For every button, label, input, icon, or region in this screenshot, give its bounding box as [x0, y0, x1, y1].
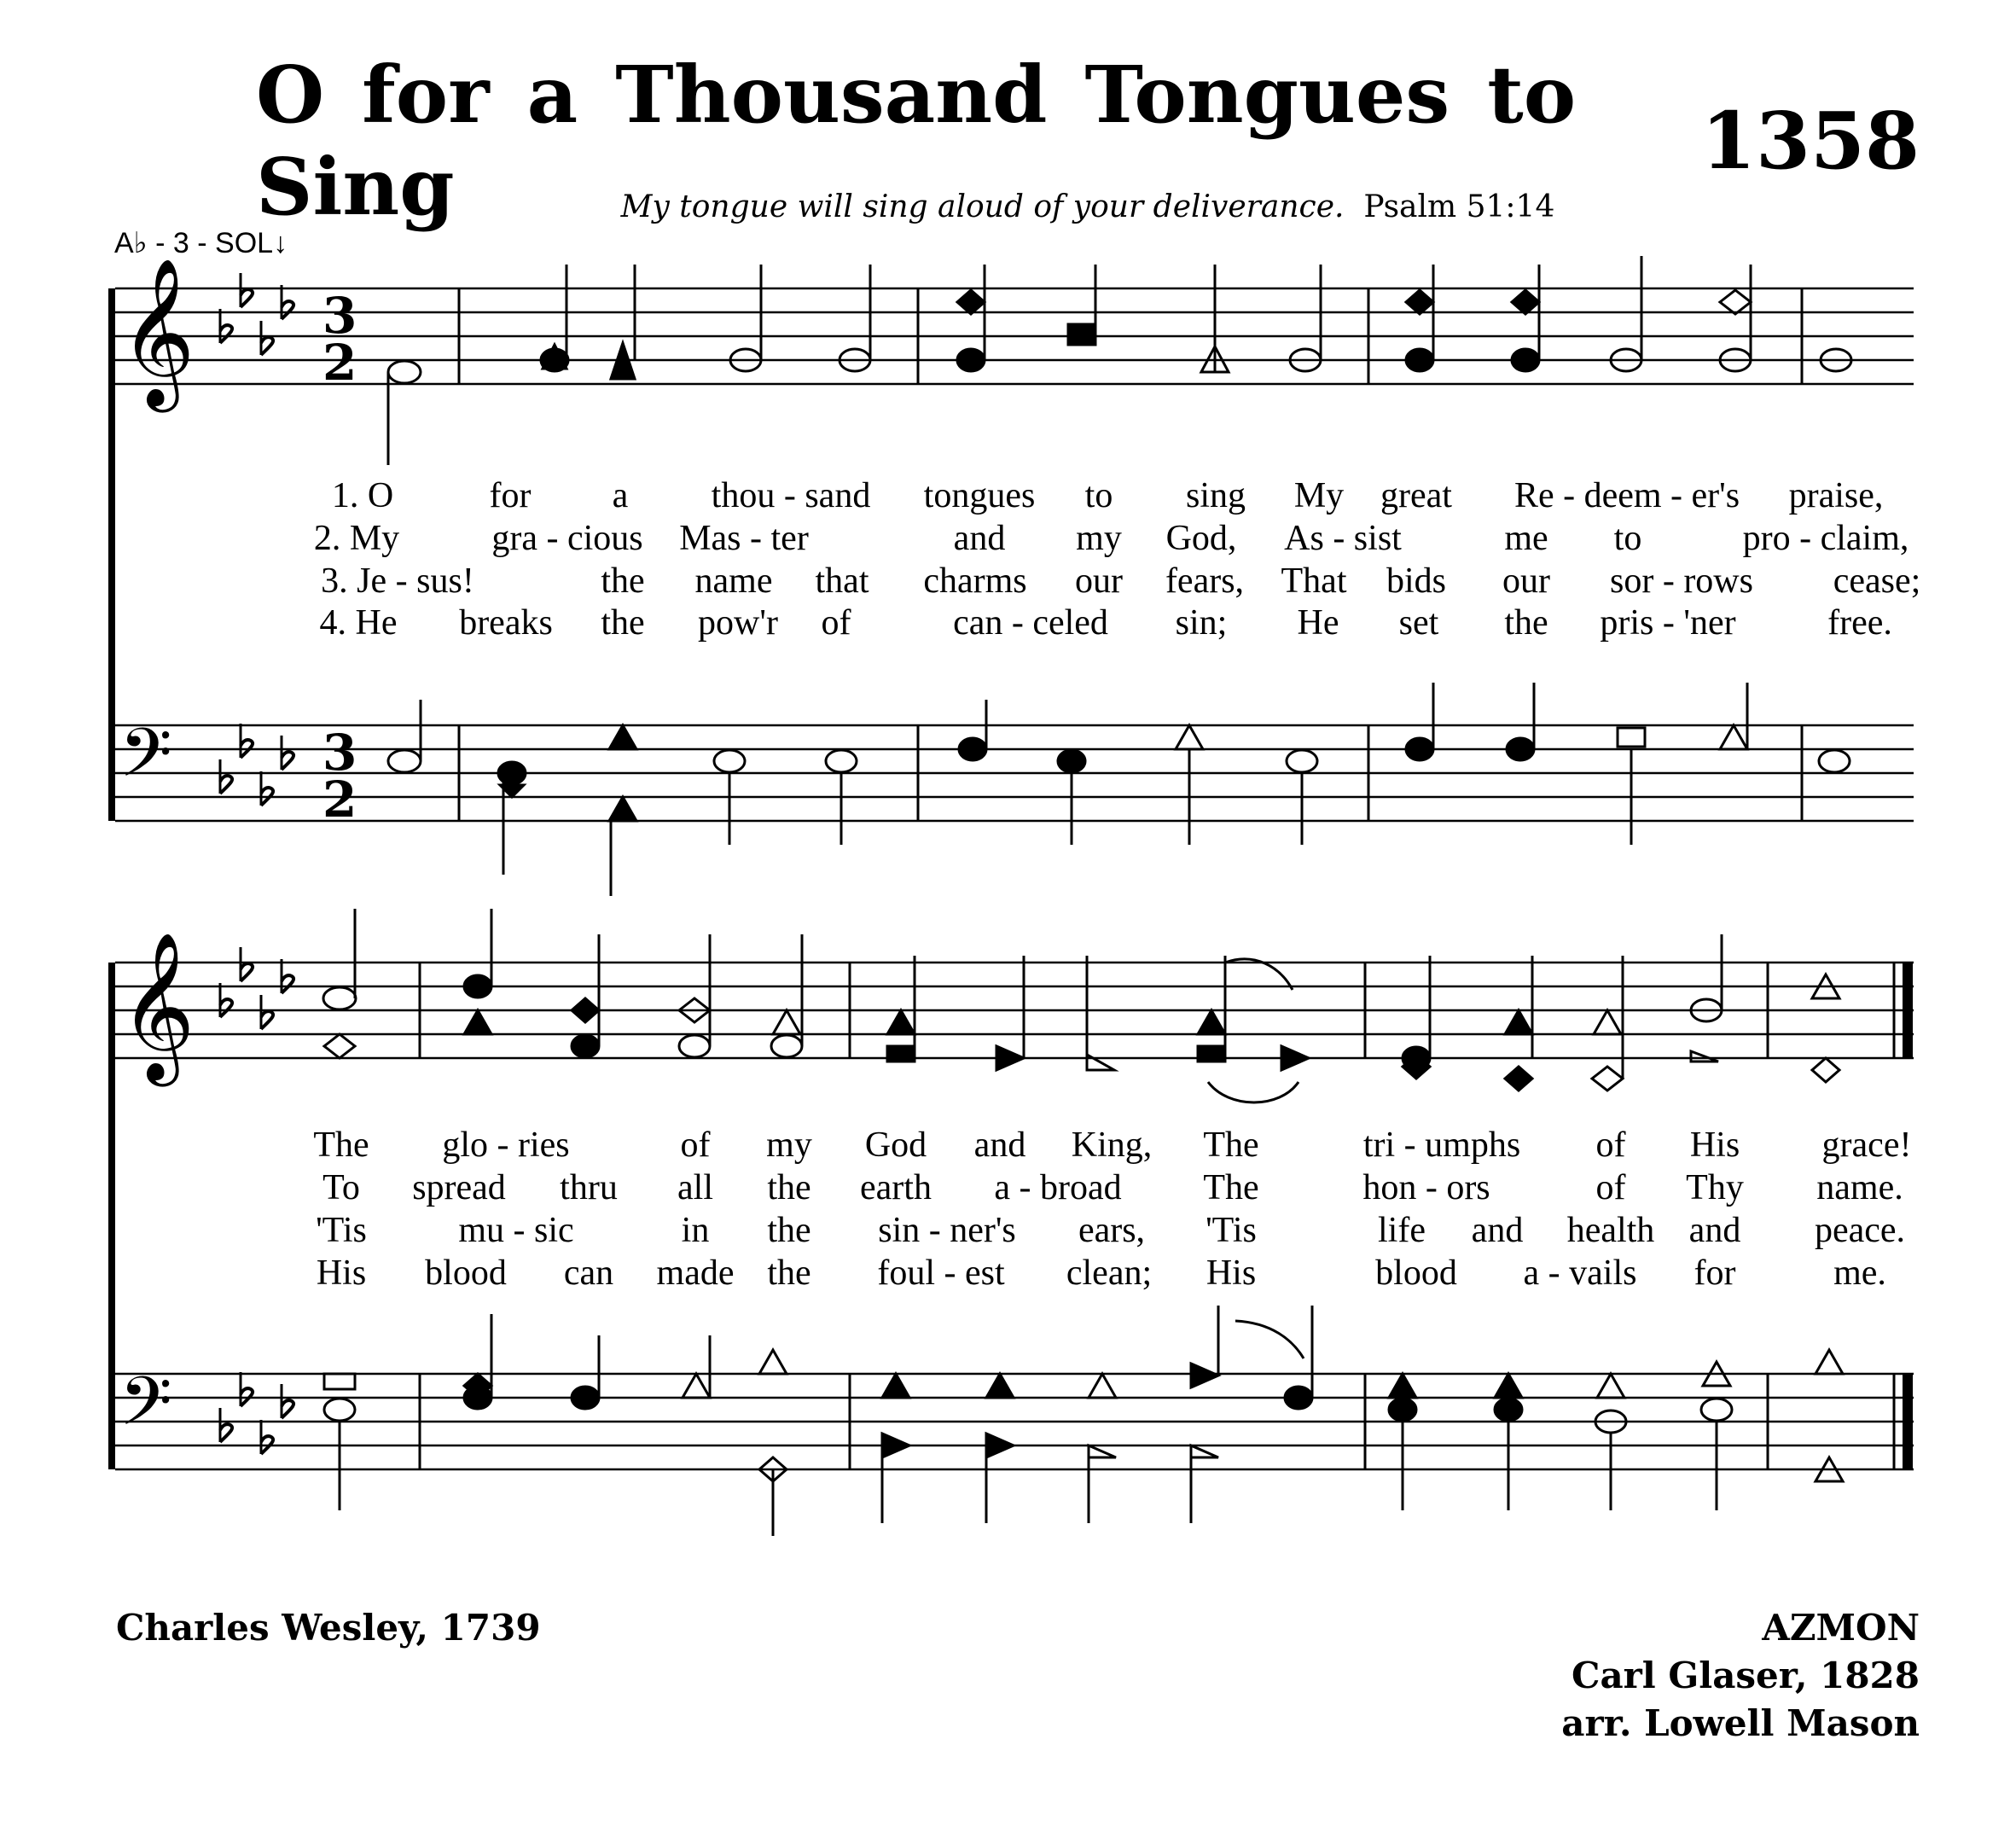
note-icon [1816, 1350, 1843, 1374]
lyric-syllable: The [313, 1125, 369, 1165]
lyric-syllable: for [1694, 1253, 1736, 1293]
notes [388, 256, 1851, 896]
system-brace [108, 963, 115, 1469]
lyric-syllable: to [1084, 476, 1113, 515]
lyric-syllable: hon - ors [1362, 1168, 1490, 1207]
note-icon [464, 975, 491, 998]
lyric-syllable: Thy [1686, 1168, 1744, 1207]
hymn-number: 1358 [1700, 95, 1920, 187]
time-signature-top: 3 [322, 287, 357, 345]
lyric-syllable: 1. O [331, 476, 394, 515]
note-icon [324, 1399, 355, 1421]
note-icon [1594, 1010, 1621, 1034]
note-icon [1597, 1374, 1624, 1398]
lyric-syllable: Mas - ter [679, 519, 809, 558]
lyric-syllable: 'Tis [1206, 1211, 1257, 1250]
note-icon [959, 738, 986, 760]
lyric-syllable: all [677, 1168, 713, 1207]
lyric-syllable: cease; [1833, 561, 1921, 601]
note-icon [1176, 725, 1203, 749]
lyric-syllable: sin; [1175, 603, 1228, 643]
treble-clef-icon: 𝄞 [119, 932, 195, 1080]
lyric-syllable: of [1595, 1125, 1626, 1165]
note-icon [887, 1046, 915, 1062]
lyric-syllable: sor - rows [1610, 561, 1753, 601]
key-info: A♭ - 3 - SOL↓ [114, 227, 288, 259]
treble-clef-icon: 𝄞 [119, 258, 195, 406]
lyric-syllable: can [563, 1253, 614, 1293]
lyric-syllable: the [767, 1253, 811, 1293]
note-icon [1701, 1399, 1732, 1421]
note-icon [1058, 750, 1085, 772]
system-brace [108, 288, 115, 821]
lyric-syllable: ears, [1078, 1211, 1146, 1250]
lyric-syllable: fears, [1165, 561, 1245, 601]
note-icon [1505, 1010, 1532, 1034]
note-icon [1507, 738, 1534, 760]
lyric-syllable: pow'r [698, 603, 778, 643]
note-icon [464, 1387, 491, 1409]
lyric-syllable: 3. Je - sus! [321, 561, 474, 601]
note-icon [996, 1046, 1024, 1070]
lyric-syllable: thou - sand [711, 476, 871, 515]
lyric-syllable: The [1203, 1168, 1259, 1207]
system-1 [108, 256, 1914, 896]
note-icon [1089, 1374, 1116, 1398]
lyric-syllable: of [680, 1125, 711, 1165]
hymn-title: O for a Thousand Tongues to Sing [256, 49, 1577, 233]
lyric-syllable: made [656, 1253, 735, 1293]
slur [1235, 1321, 1304, 1358]
note-icon [1406, 349, 1433, 371]
scripture-citation: Psalm 51:14 [1363, 189, 1555, 224]
lyric-syllable: earth [860, 1168, 932, 1207]
lyric-syllable: name. [1816, 1168, 1903, 1207]
lyric-syllable: in [681, 1211, 710, 1250]
lyric-syllable: My [1293, 476, 1345, 515]
note-icon [714, 750, 745, 772]
composer-credit: Carl Glaser, 1828 [1572, 1655, 1920, 1696]
lyric-syllable: the [767, 1211, 811, 1250]
lyric-syllable: That [1281, 561, 1347, 601]
lyric-syllable: the [601, 603, 645, 643]
note-icon [986, 1434, 1014, 1457]
lyric-syllable: great [1380, 476, 1452, 515]
note-icon [1285, 1387, 1312, 1409]
lyric-syllable: my [766, 1125, 812, 1165]
note-icon [771, 1035, 802, 1057]
note-icon [1281, 1046, 1309, 1070]
note-icon [1819, 750, 1850, 772]
note-icon [1389, 1399, 1416, 1421]
note-icon [1812, 1058, 1839, 1082]
lyric-syllable: blood [1375, 1253, 1457, 1293]
note-icon [1389, 1374, 1416, 1398]
time-signature [322, 287, 357, 829]
lyric-syllable: As - sist [1284, 519, 1402, 558]
lyric-syllable: name [694, 561, 773, 601]
lyric-syllable: the [1504, 603, 1548, 643]
lyric-syllable: blood [425, 1253, 507, 1293]
note-icon [323, 987, 356, 1009]
note-icon [1191, 1364, 1218, 1387]
note-icon [1720, 725, 1747, 749]
notes [323, 909, 1843, 1536]
lyric-syllable: bids [1386, 561, 1447, 601]
arranger-credit: arr. Lowell Mason [1561, 1702, 1920, 1744]
slur [1208, 1082, 1298, 1102]
lyric-syllable: charms [923, 561, 1027, 601]
lyric-syllable: thru [560, 1168, 618, 1207]
note-icon [1068, 324, 1095, 345]
lyric-syllable: me. [1833, 1253, 1886, 1293]
lyric-syllable: tri - umphs [1362, 1125, 1521, 1165]
note-icon [324, 1374, 355, 1389]
note-icon [1089, 1445, 1116, 1457]
lyric-syllable: God, [1165, 519, 1237, 558]
lyric-syllable: sing [1185, 476, 1246, 515]
lyric-syllable: of [821, 603, 851, 643]
note-icon [882, 1434, 909, 1457]
lyric-syllable: 4. He [319, 603, 398, 643]
lyric-syllable: 2. My [313, 519, 400, 558]
lyric-syllable: To [322, 1168, 360, 1207]
note-icon [1512, 290, 1539, 314]
bass-clef-icon: 𝄢 [119, 713, 172, 809]
lyric-syllable: Re - deem - er's [1513, 476, 1740, 515]
lyric-syllable: our [1075, 561, 1123, 601]
note-icon [1406, 290, 1433, 314]
note-icon [388, 750, 421, 772]
key-signature-flats-icon [220, 947, 293, 1454]
lyric-syllable: for [489, 476, 532, 515]
note-icon [572, 1387, 599, 1409]
lyric-syllable: His [1689, 1125, 1740, 1165]
final-barline [1903, 963, 1913, 1058]
lyric-syllable: glo - ries [442, 1125, 570, 1165]
time-signature-bottom: 2 [322, 334, 357, 392]
note-icon [1618, 728, 1645, 747]
note-icon [773, 1010, 800, 1034]
lyric-syllable: clean; [1066, 1253, 1153, 1293]
lyric-syllable: peace. [1814, 1211, 1906, 1250]
note-icon [759, 1350, 787, 1374]
note-icon [1592, 1067, 1623, 1091]
lyric-syllable: me [1504, 519, 1548, 558]
note-icon [1406, 738, 1433, 760]
lyric-syllable: gra - cious [491, 519, 643, 558]
lyric-syllable: of [1595, 1168, 1626, 1207]
lyric-syllable: The [1203, 1125, 1259, 1165]
note-icon [572, 998, 599, 1022]
note-icon [957, 290, 985, 314]
note-icon [1198, 1010, 1225, 1034]
note-icon [388, 361, 421, 383]
lyric-syllable: tongues [923, 476, 1036, 515]
barlines [459, 288, 1802, 821]
lyric-syllable: He [1297, 603, 1339, 643]
system-2 [108, 909, 1914, 1536]
author-credit: Charles Wesley, 1739 [116, 1607, 541, 1649]
note-icon [1403, 1047, 1430, 1069]
note-icon [1495, 1399, 1522, 1421]
lyric-syllable: our [1502, 561, 1550, 601]
note-icon [683, 1374, 710, 1398]
bass-clef-icon: 𝄢 [119, 1362, 172, 1457]
time-signature-top: 3 [322, 724, 357, 782]
lyric-syllable: can - celed [953, 603, 1108, 643]
lyric-syllable: God [864, 1125, 927, 1165]
note-icon [887, 1010, 915, 1034]
lyric-syllable: a - broad [994, 1168, 1122, 1207]
lyric-syllable: a - vails [1523, 1253, 1637, 1293]
lyric-syllable: life [1378, 1211, 1426, 1250]
note-icon [464, 1010, 491, 1034]
slur [1225, 959, 1293, 990]
lyric-syllable: and [1688, 1211, 1741, 1250]
scripture-verse: My tongue will sing aloud of your deliverance. [620, 189, 1345, 224]
note-icon [1191, 1445, 1218, 1457]
tune-name: AZMON [1762, 1607, 1920, 1649]
note-icon [986, 1374, 1014, 1398]
lyric-syllable: my [1076, 519, 1122, 558]
time-signature-bottom: 2 [322, 771, 357, 829]
lyric-syllable: set [1398, 603, 1439, 643]
note-icon [1198, 1046, 1225, 1062]
note-icon [826, 750, 857, 772]
lyric-syllable: grace! [1821, 1125, 1912, 1165]
lyric-syllable: breaks [459, 603, 553, 643]
note-icon [1287, 750, 1317, 772]
lyric-syllable: mu - sic [458, 1211, 574, 1250]
lyric-syllable: pris - 'ner [1600, 603, 1736, 643]
bass-staff [115, 1374, 1914, 1469]
lyric-syllable: His [316, 1253, 367, 1293]
note-icon [1505, 1067, 1532, 1091]
lyric-syllable: that [815, 561, 869, 601]
treble-staff [115, 963, 1914, 1058]
note-icon [572, 1035, 599, 1057]
lyric-syllable: foul - est [877, 1253, 1005, 1293]
lyric-syllable: and [953, 519, 1006, 558]
note-icon [324, 1034, 355, 1058]
note-icon [1720, 290, 1751, 314]
treble-staff [115, 288, 1914, 384]
lyric-syllable: health [1566, 1211, 1655, 1250]
lyric-syllable: the [767, 1168, 811, 1207]
lyric-syllable: spread [412, 1168, 506, 1207]
note-icon [1495, 1374, 1522, 1398]
lyric-syllable: 'Tis [316, 1211, 367, 1250]
lyric-syllable: and [973, 1125, 1026, 1165]
note-icon [679, 1035, 710, 1057]
lyric-syllable: a [612, 476, 629, 515]
note-icon [1087, 1055, 1114, 1070]
note-icon [1691, 1051, 1718, 1062]
final-barline [1903, 1374, 1913, 1469]
lyric-syllable: the [601, 561, 645, 601]
lyric-syllable: free. [1827, 603, 1892, 643]
note-icon [882, 1374, 909, 1398]
lyric-syllable: pro - claim, [1742, 519, 1909, 558]
lyric-syllable: King, [1071, 1125, 1153, 1165]
note-icon [609, 725, 636, 749]
note-icon [1512, 349, 1539, 371]
lyric-syllable: His [1206, 1253, 1257, 1293]
lyric-syllable: to [1613, 519, 1642, 558]
barlines [420, 963, 1894, 1469]
note-icon [957, 349, 985, 371]
note-icon [609, 797, 636, 821]
lyric-syllable: and [1471, 1211, 1524, 1250]
lyric-syllable: sin - ner's [878, 1211, 1016, 1250]
lyric-syllable: praise, [1788, 476, 1884, 515]
